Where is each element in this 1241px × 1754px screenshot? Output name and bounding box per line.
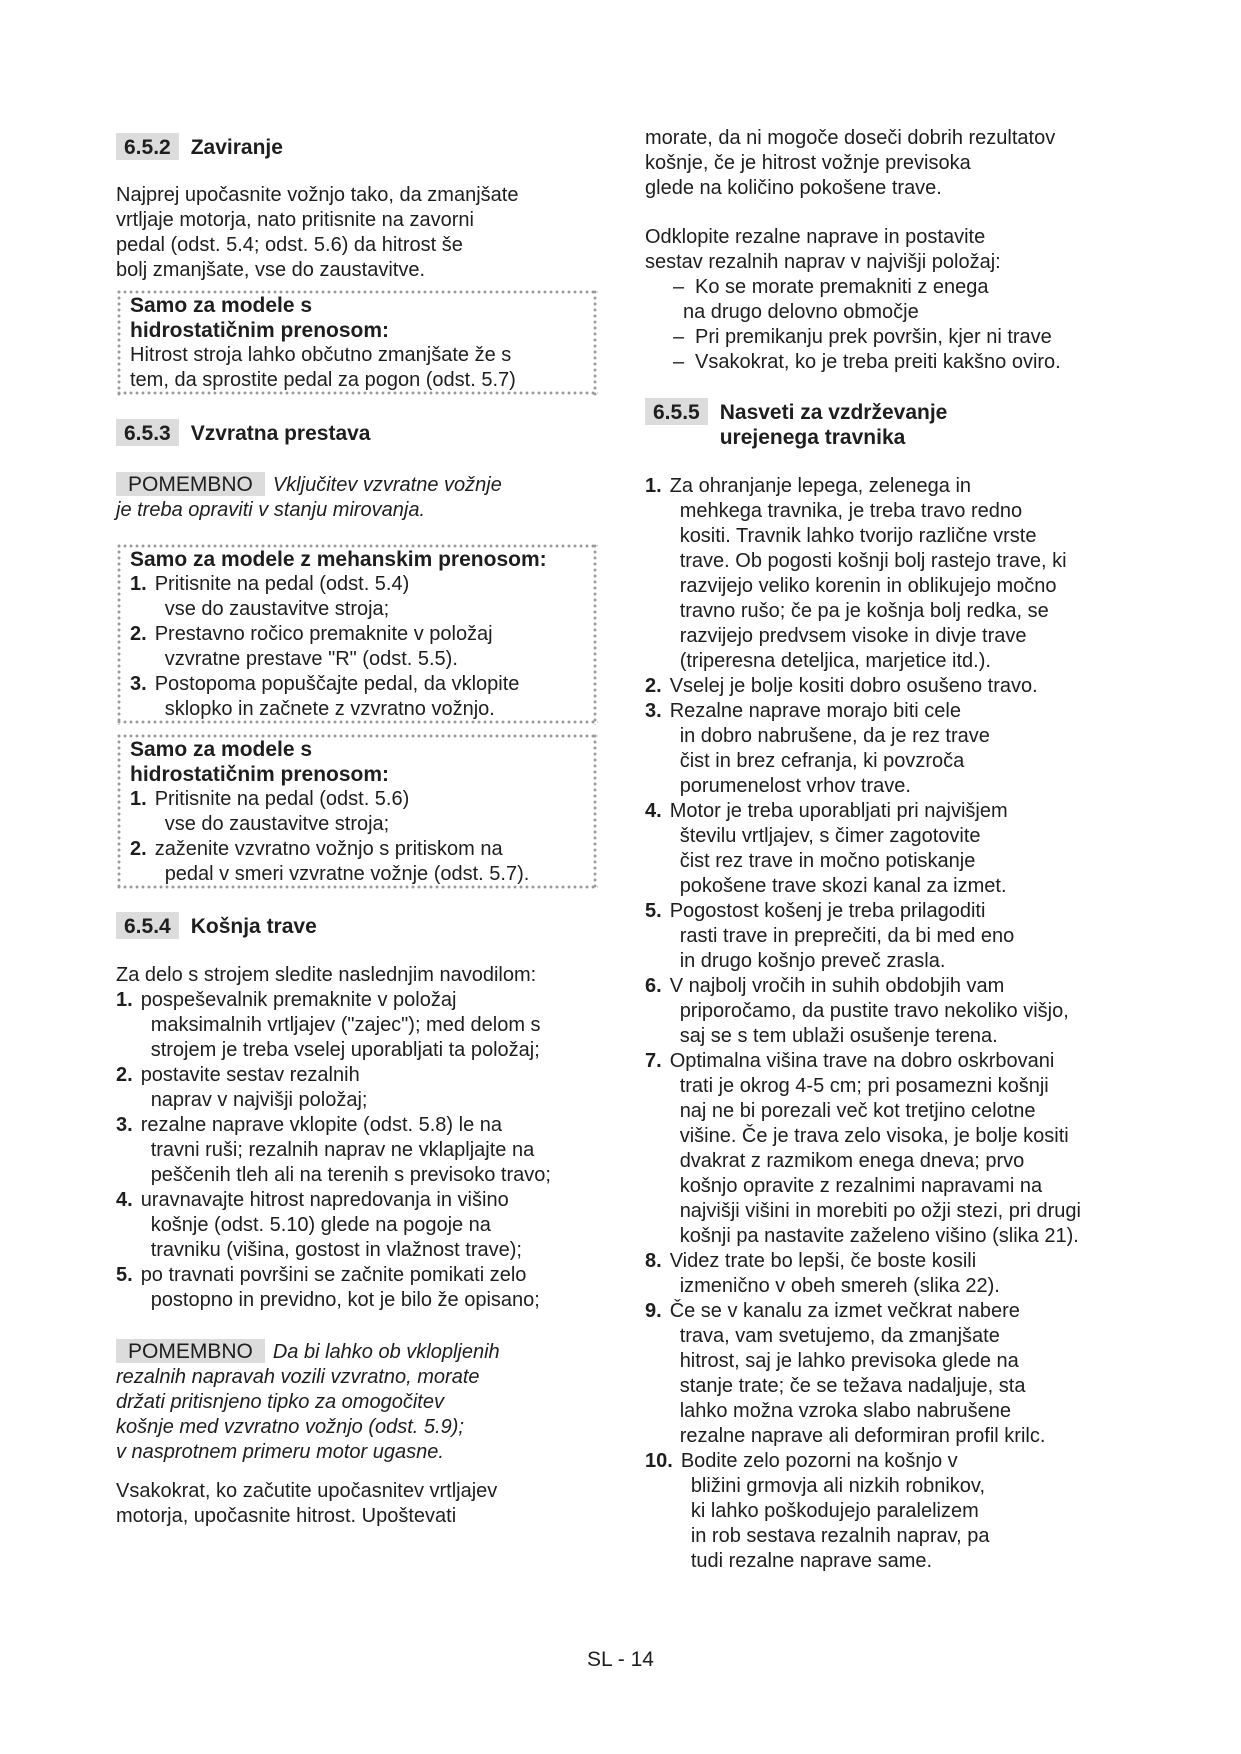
mechanical-transmission-box — [116, 543, 598, 725]
list-item — [116, 1113, 598, 1188]
item-number: 5. — [116, 1264, 133, 1286]
text-line: je treba opraviti v stanju mirovanja. — [116, 499, 426, 521]
list-item — [130, 837, 590, 887]
list-item — [116, 988, 598, 1063]
text-line: travniku (višina, gostost in vlažnost trave); — [150, 1239, 522, 1261]
mechanical-steps — [130, 572, 590, 722]
text-line: košnjo opravite z rezalnimi napravami na — [679, 1175, 1043, 1197]
text-line: košnje, če je hitrost vožnje previsoka — [645, 152, 971, 174]
text-line: pokošene trave skozi kanal za izmet. — [679, 875, 1007, 897]
hydrostatic-steps — [130, 787, 590, 887]
important-label: POMEMBNO — [116, 1339, 265, 1363]
text-line: Ko se morate premakniti z enega — [695, 276, 989, 298]
list-item — [645, 1449, 1145, 1574]
text-line: peščenih tleh ali na terenih s previsoko travo; — [150, 1164, 551, 1186]
text-line: držati pritisnjeno tipko za omogočitev — [116, 1391, 444, 1413]
text-line: košnje (odst. 5.10) glede na pogoje na — [150, 1214, 491, 1236]
text-line: Vključitev vzvratne vožnje — [272, 474, 502, 496]
hydrostatic-braking-note — [116, 289, 598, 396]
text-line: Postopoma popuščajte pedal, da vklopite — [154, 673, 520, 695]
text-line: Pritisnite na pedal (odst. 5.6) — [154, 788, 410, 810]
text-line: Hitrost stroja lahko občutno zmanjšate že s — [130, 344, 512, 366]
section-6-5-4-heading — [116, 912, 598, 939]
text-line: Najprej upočasnite vožnjo tako, da zmanjšate — [116, 184, 519, 206]
item-number: 9. — [645, 1300, 662, 1322]
text-line: čist rez trave in močno potiskanje — [679, 850, 976, 872]
text-line: dvakrat z razmikom enega dneva; prvo — [679, 1150, 1025, 1172]
text-line: sklopko in začnete z vzvratno vožnjo. — [164, 698, 495, 720]
item-number: 3. — [116, 1114, 133, 1136]
important-note-reverse — [116, 472, 598, 523]
text-line: Videz trate bo lepši, če boste kosili — [669, 1250, 977, 1272]
dash-bullet: – — [673, 326, 685, 348]
text-line: Odklopite rezalne naprave in postavite — [645, 226, 986, 248]
text-line: razvijejo predvsem visoke in divje trave — [679, 625, 1027, 647]
item-number: 4. — [645, 800, 662, 822]
text-line: hidrostatičnim prenosom: — [130, 319, 390, 342]
item-number: 1. — [645, 475, 662, 497]
text-line: vse do zaustavitve stroja; — [164, 598, 390, 620]
text-line: in dobro nabrušene, da je rez trave — [679, 725, 990, 747]
text-line: bližini grmovja ali nizkih robnikov, — [690, 1475, 986, 1497]
section-number: 6.5.3 — [116, 419, 179, 446]
list-item — [130, 622, 590, 672]
note-title — [130, 293, 590, 343]
text-line: v nasprotnem primeru motor ugasne. — [116, 1441, 444, 1463]
item-number: 1. — [130, 573, 147, 595]
item-number: 3. — [645, 700, 662, 722]
section-6-5-5-heading — [645, 398, 1145, 450]
dash-bullet: – — [673, 276, 685, 298]
text-line: travno rušo; če pa je košnja bolj redka, se — [679, 600, 1049, 622]
list-item — [645, 799, 1145, 899]
list-item — [645, 974, 1145, 1049]
dash-bullet: – — [673, 351, 685, 373]
text-line: Vsakokrat, ko začutite upočasnitev vrtljajev — [116, 1480, 498, 1502]
text-line: pospeševalnik premaknite v položaj — [140, 989, 457, 1011]
list-item — [645, 1249, 1145, 1299]
text-line: rezalne naprave vklopite (odst. 5.8) le na — [140, 1114, 503, 1136]
item-number: 2. — [645, 675, 662, 697]
item-number: 2. — [116, 1064, 133, 1086]
list-item — [116, 1188, 598, 1263]
list-item — [645, 1049, 1145, 1249]
list-item — [116, 1063, 598, 1113]
text-line: višine. Če je trava zelo visoka, je bolje kositi — [679, 1125, 1069, 1147]
text-line: Samo za modele s — [130, 294, 313, 317]
note-text — [130, 343, 590, 393]
text-line: Optimalna višina trave na dobro oskrbovani — [669, 1050, 1055, 1072]
text-line: maksimalnih vrtljajev ("zajec"); med delom s — [150, 1014, 541, 1036]
important-note-mowing — [116, 1339, 598, 1465]
text-line: košnji pa nastavite zaželeno višino (slika 21). — [679, 1225, 1079, 1247]
text-line: V najbolj vročih in suhih obdobjih vam — [669, 975, 1005, 997]
text-line: in drugo košnjo preveč zrasla. — [679, 950, 946, 972]
item-number: 8. — [645, 1250, 662, 1272]
item-number: 10. — [645, 1450, 673, 1472]
text-line: naprav v najvišji položaj; — [150, 1089, 368, 1111]
text-line: postavite sestav rezalnih — [140, 1064, 360, 1086]
list-item — [130, 572, 590, 622]
text-line: priporočamo, da pustite travo nekoliko višjo, — [679, 1000, 1069, 1022]
mowing-intro: Za delo s strojem sledite naslednjim navodilom: — [116, 964, 537, 986]
item-number: 4. — [116, 1189, 133, 1211]
list-item — [116, 1263, 598, 1313]
text-line: bolj zmanjšate, vse do zaustavitve. — [116, 259, 426, 281]
text-line: in rob sestava rezalnih naprav, pa — [690, 1525, 990, 1547]
text-line: trati je okrog 4-5 cm; pri posamezni košnji — [679, 1075, 1049, 1097]
text-line: vzvratne prestave "R" (odst. 5.5). — [164, 648, 458, 670]
text-line: zaženite vzvratno vožnjo s pritiskom na — [154, 838, 503, 860]
text-line: rezalnih napravah vozili vzvratno, morate — [116, 1366, 480, 1388]
list-item — [673, 275, 1145, 325]
text-line: številu vrtljajev, s čimer zagotovite — [679, 825, 981, 847]
mowing-outro — [116, 1479, 598, 1529]
item-number: 3. — [130, 673, 147, 695]
text-line: mehkega travnika, je treba travo redno — [679, 500, 1023, 522]
text-line: lahko možna vzroka slabo nabrušene — [679, 1400, 1011, 1422]
text-line: uravnavajte hitrost napredovanja in višino — [140, 1189, 509, 1211]
text-line: hitrost, saj je lahko previsoka glede na — [679, 1350, 1019, 1372]
item-number: 2. — [130, 838, 147, 860]
lawn-care-tips — [645, 474, 1145, 1574]
text-line: vrtljaje motorja, nato pritisnite na zavorni — [116, 209, 474, 231]
text-line: kositi. Travnik lahko tvorijo različne vrste — [679, 525, 1037, 547]
text-line: Vselej je bolje kositi dobro osušeno travo. — [669, 675, 1038, 697]
list-item — [645, 899, 1145, 974]
list-item — [645, 474, 1145, 674]
item-number: 7. — [645, 1050, 662, 1072]
text-line: Pritisnite na pedal (odst. 5.4) — [154, 573, 410, 595]
text-line: Bodite zelo pozorni na košnjo v — [680, 1450, 958, 1472]
continued-paragraph — [645, 126, 1145, 201]
item-number: 6. — [645, 975, 662, 997]
hydrostatic-transmission-box — [116, 733, 598, 890]
list-item — [673, 325, 1145, 350]
text-line: rasti trave in preprečiti, da bi med eno — [679, 925, 1015, 947]
right-column — [645, 126, 1145, 1574]
item-number: 2. — [130, 623, 147, 645]
section-title — [720, 398, 948, 450]
list-item — [645, 1299, 1145, 1449]
text-line: Da bi lahko ob vklopljenih — [272, 1341, 500, 1363]
disengage-cases — [645, 275, 1145, 375]
text-line: sestav rezalnih naprav v najvišji položaj: — [645, 251, 1001, 273]
text-line: Motor je treba uporabljati pri najvišjem — [669, 800, 1008, 822]
text-line: Rezalne naprave morajo biti cele — [669, 700, 961, 722]
box-title — [130, 737, 590, 787]
list-item — [645, 699, 1145, 799]
mowing-steps — [116, 988, 598, 1313]
text-line: razvijejo veliko korenin in oblikujejo močno — [679, 575, 1057, 597]
page-number: SL - 14 — [587, 1648, 654, 1671]
text-line: hidrostatičnim prenosom: — [130, 763, 390, 786]
text-line: pedal (odst. 5.4; odst. 5.6) da hitrost še — [116, 234, 463, 256]
braking-paragraph — [116, 183, 598, 283]
text-line: porumenelost vrhov trave. — [679, 775, 911, 797]
item-number: 5. — [645, 900, 662, 922]
text-line: Samo za modele s — [130, 738, 313, 761]
text-line: travni ruši; rezalnih naprav ne vklapljajte na — [150, 1139, 535, 1161]
text-line: naj ne bi porezali več kot tretjino celotne — [679, 1100, 1036, 1122]
text-line: glede na količino pokošene trave. — [645, 177, 942, 199]
item-number: 1. — [130, 788, 147, 810]
list-item — [130, 787, 590, 837]
text-line: Vsakokrat, ko je treba preiti kakšno oviro. — [695, 351, 1061, 373]
text-line: stanje trate; če se težava nadaljuje, sta — [679, 1375, 1026, 1397]
text-line: Pri premikanju prek površin, kjer ni trave — [695, 326, 1052, 348]
list-item — [673, 350, 1145, 375]
important-label: POMEMBNO — [116, 472, 265, 496]
section-number: 6.5.2 — [116, 133, 179, 160]
disengage-intro — [645, 225, 1145, 275]
text-line: trave. Ob pogosti košnji bolj rastejo trave, ki — [679, 550, 1067, 572]
text-line: Za ohranjanje lepega, zelenega in — [669, 475, 972, 497]
text-line: košnje med vzvratno vožnjo (odst. 5.9); — [116, 1416, 464, 1438]
text-line: tem, da sprostite pedal za pogon (odst. 5.7) — [130, 369, 516, 391]
text-line: Nasveti za vzdrževanje — [719, 401, 948, 424]
section-6-5-3-heading — [116, 419, 598, 446]
text-line: tudi rezalne naprave same. — [690, 1550, 933, 1572]
text-line: Pogostost košenj je treba prilagoditi — [669, 900, 986, 922]
text-line: postopno in previdno, kot je bilo že opisano; — [150, 1289, 540, 1311]
text-line: po travnati površini se začnite pomikati zelo — [140, 1264, 527, 1286]
section-title: Košnja trave — [190, 915, 317, 938]
section-title: Zaviranje — [190, 136, 283, 159]
text-line: motorja, upočasnite hitrost. Upoštevati — [116, 1505, 457, 1527]
text-line: (triperesna deteljica, marjetice itd.). — [679, 650, 991, 672]
list-item — [130, 672, 590, 722]
left-column — [116, 133, 598, 1529]
item-number: 1. — [116, 989, 133, 1011]
text-line: čist in brez cefranja, ki povzroča — [679, 750, 965, 772]
text-line: Če se v kanalu za izmet večkrat nabere — [669, 1300, 1020, 1322]
text-line: morate, da ni mogoče doseči dobrih rezultatov — [645, 127, 1056, 149]
text-line: ki lahko poškodujejo paralelizem — [690, 1500, 979, 1522]
text-line: najvišji višini in morebiti po ožji stezi, pri drugi — [679, 1200, 1081, 1222]
section-6-5-2-heading — [116, 133, 598, 160]
text-line: rezalne naprave ali deformiran profil krilc. — [679, 1425, 1046, 1447]
text-line: saj se s tem ublaži osušenje terena. — [679, 1025, 998, 1047]
section-number: 6.5.4 — [116, 912, 179, 939]
text-line: trava, vam svetujemo, da zmanjšate — [679, 1325, 1000, 1347]
text-line: izmenično v obeh smereh (slika 22). — [679, 1275, 1000, 1297]
box-title: Samo za modele z mehanskim prenosom: — [130, 548, 547, 571]
text-line: strojem je treba vselej uporabljati ta položaj; — [150, 1039, 540, 1061]
text-line: na drugo delovno območje — [683, 301, 919, 323]
section-number: 6.5.5 — [645, 398, 708, 425]
list-item — [645, 674, 1145, 699]
section-title: Vzvratna prestava — [190, 422, 371, 445]
text-line: vse do zaustavitve stroja; — [164, 813, 390, 835]
text-line: Prestavno ročico premaknite v položaj — [154, 623, 493, 645]
text-line: urejenega travnika — [719, 426, 906, 449]
text-line: pedal v smeri vzvratne vožnje (odst. 5.7). — [164, 863, 530, 885]
